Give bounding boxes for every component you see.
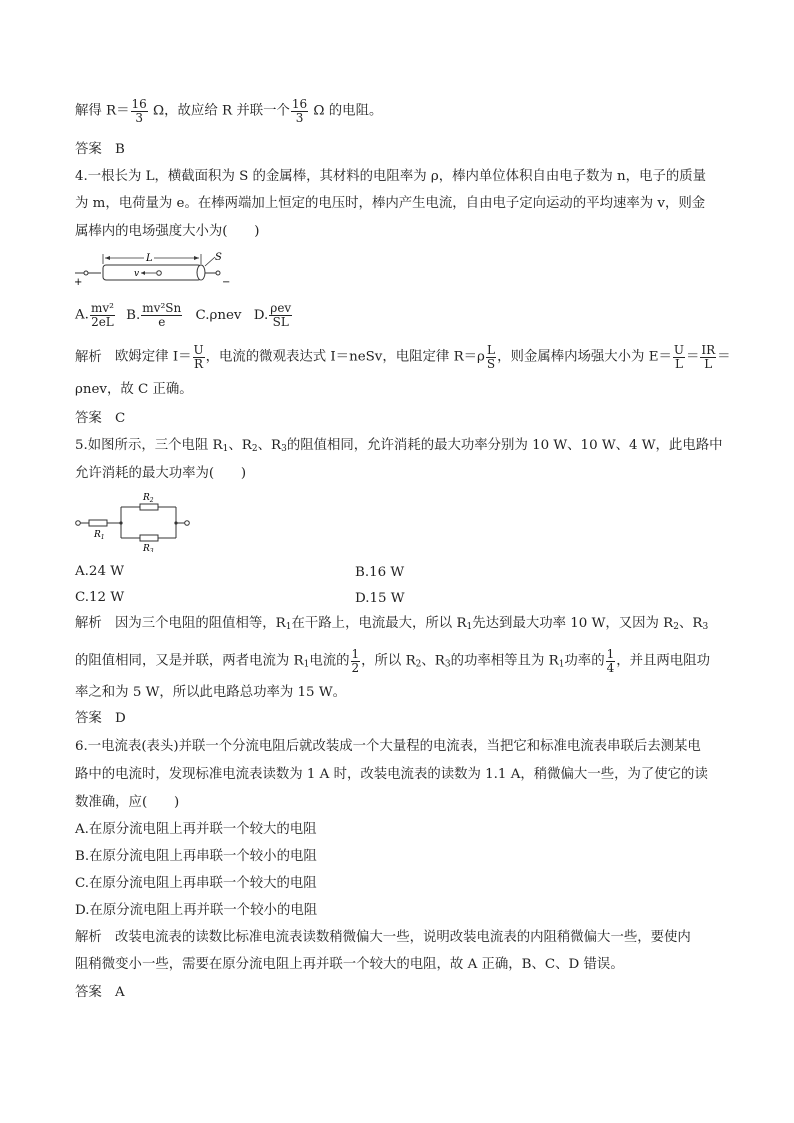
option-c: C.ρnev: [195, 307, 242, 323]
frac-num: 16: [291, 97, 308, 111]
subscript: 3: [444, 659, 451, 670]
text: ，电流的微观表达式 I＝neSv，电阻定律 R＝ρ: [205, 349, 485, 365]
terminal-right: [185, 521, 190, 526]
frac-den: R: [194, 356, 204, 371]
q4-stem-line1: 4.一根长为 L，横截面积为 S 的金属棒，其材料的电阻率为 ρ，棒内单位体积自由电子数为 n，电子的质量: [75, 169, 707, 184]
subscript: 2: [251, 444, 258, 454]
text: ＝: [686, 349, 700, 365]
q5-option-d: D.15 W: [355, 591, 405, 606]
q6-stem-line1: 6.一电流表(表头)并联一个分流电阻后就改装成一个大量程的电流表，当把它和标准电流表串联后去测某电: [75, 739, 701, 754]
text: 改装电流表的读数比标准电流表读数稍微偏大一些，说明改装电流表的内阻稍微偏大一些，要使内: [115, 930, 691, 945]
velocity-label: v: [134, 269, 140, 279]
frac-den: L: [674, 356, 683, 371]
q6-option-a: A.在原分流电阻上再并联一个较大的电阻: [75, 822, 317, 837]
analysis-label: 解析: [75, 616, 102, 631]
subscript: 1: [558, 659, 565, 670]
text: ＝: [717, 349, 731, 365]
frac-den: 4: [606, 660, 615, 675]
fraction: [193, 344, 205, 370]
text: ，则金属棒内场强大小为 E＝: [497, 349, 672, 365]
text: 、R: [421, 653, 445, 669]
answer-value: B: [115, 142, 125, 157]
fraction: [606, 648, 616, 674]
circuit-figure: [72, 490, 197, 552]
text: 、R: [257, 438, 282, 453]
q4-options: [75, 302, 293, 328]
text: 解得 R＝: [75, 103, 130, 119]
subscript: 1: [466, 622, 473, 632]
answer-label: 答案: [75, 985, 102, 1000]
answer-value: D: [115, 711, 126, 726]
frac-den: 2: [351, 660, 360, 675]
q5-analysis-line3: 率之和为 5 W，所以此电路总功率为 15 W。: [75, 685, 346, 700]
q6-analysis-line1: [75, 931, 691, 944]
frac-num: 1: [606, 647, 615, 661]
fraction: [673, 344, 685, 370]
subscript: 1: [285, 622, 292, 632]
answer-value: C: [115, 411, 126, 426]
q6-option-b: B.在原分流电阻上再串联一个较小的电阻: [75, 849, 317, 864]
text: ，并且两电阻功: [616, 653, 710, 669]
resistor-r1: [89, 520, 107, 526]
frac-den: 3: [135, 110, 143, 125]
text: 先达到最大功率 10 W，又因为 R: [472, 616, 674, 631]
solution-line: [75, 98, 382, 124]
fraction: [486, 344, 496, 370]
fraction: [131, 98, 148, 124]
frac-num: IR: [701, 343, 716, 357]
subscript: 3: [702, 622, 709, 632]
q5-analysis-line1: [75, 617, 708, 632]
q4-stem-line3: 属棒内的电场强度大小为( ): [75, 224, 260, 239]
text: 电流的: [309, 653, 350, 669]
text: 欧姆定律 I＝: [115, 349, 192, 365]
frac-num: 16: [131, 97, 147, 111]
subscript: 1: [303, 659, 310, 670]
rod-cross-section: [197, 265, 205, 280]
frac-num: ρev: [270, 301, 292, 315]
text: 、R: [678, 616, 703, 631]
q6-option-c: C.在原分流电阻上再串联一个较大的电阻: [75, 876, 317, 891]
rod-body: [103, 265, 201, 280]
text: ，所以 R: [361, 653, 416, 669]
text: 、R: [228, 438, 252, 453]
analysis-label: 解析: [75, 349, 102, 365]
q4-analysis-line2: ρnev，故 C 正确。: [75, 382, 193, 397]
q5-option-c: C.12 W: [75, 590, 125, 605]
option-d-label: D.: [253, 307, 269, 323]
fraction: [700, 344, 716, 370]
length-label: L: [146, 253, 153, 264]
frac-den: SL: [272, 314, 289, 329]
text: 在干路上，电流最大，所以 R: [291, 616, 467, 631]
analysis-label: 解析: [75, 930, 102, 945]
text: 5.如图所示，三个电阻 R: [75, 438, 223, 453]
plus-sign: +: [74, 277, 83, 288]
text: 的阻值相同，允许消耗的最大功率分别为 10 W、10 W、4 W，此电路中: [286, 438, 723, 453]
terminal-right: [216, 271, 220, 275]
frac-num: L: [487, 343, 496, 357]
metal-rod-figure: [72, 248, 242, 290]
option-a-label: A.: [75, 307, 89, 323]
fraction: [291, 98, 308, 124]
frac-num: mv²: [90, 301, 114, 315]
answer-label: 答案: [75, 711, 102, 726]
answer-value: A: [115, 985, 125, 1000]
answer-label: 答案: [75, 411, 102, 426]
q4-answer: [75, 412, 125, 425]
minus-sign: −: [222, 277, 231, 288]
q6-stem-line2: 路中的电流时，发现标准电流表读数为 1 A 时，改装电流表的读数为 1.1 A，稍微偏大一些，为了使它的读: [75, 767, 708, 782]
q5-analysis-line2: [75, 648, 710, 674]
r1-label: $R_1$: [94, 530, 105, 541]
option-b-fraction: [141, 302, 182, 328]
frac-den: L: [704, 356, 713, 371]
frac-den: 3: [295, 110, 304, 125]
subscript: 2: [673, 622, 679, 632]
q6-option-d: D.在原分流电阻上再并联一个较小的电阻: [75, 903, 318, 918]
frac-num: mv²Sn: [142, 301, 182, 315]
fraction: [351, 648, 361, 674]
option-b-label: B.: [126, 307, 141, 323]
q5-answer: [75, 712, 126, 725]
q5-option-b: B.16 W: [355, 565, 405, 580]
q6-stem-line3: 数准确，应( ): [75, 795, 180, 810]
answer-label: 答案: [75, 142, 102, 157]
r2-label: $R_2$: [143, 493, 154, 504]
text: 因为三个电阻的阻值相等，R: [115, 616, 286, 631]
text: 的功率相等且为 R: [450, 653, 559, 669]
frac-num: U: [193, 343, 204, 357]
frac-den: 2eL: [91, 314, 114, 329]
r3-label: $R_3$: [143, 544, 154, 552]
text: 功率的: [564, 653, 605, 669]
terminal-left: [76, 521, 81, 526]
q6-answer: [75, 986, 125, 999]
resistor-r3: [140, 535, 158, 541]
frac-num: 1: [351, 647, 360, 661]
subscript: 2: [415, 659, 422, 670]
q5-stem-line2: 允许消耗的最大功率为( ): [75, 466, 247, 481]
q5-option-a: A.24 W: [75, 564, 124, 579]
text: Ω，故应给 R 并联一个: [148, 103, 290, 119]
subscript: 3: [281, 444, 287, 454]
terminal-left: [84, 271, 88, 275]
area-label: S: [215, 252, 222, 263]
electron: [157, 271, 162, 276]
option-d-fraction: [269, 302, 292, 328]
q4-analysis-line1: [75, 344, 731, 370]
frac-den: S: [486, 356, 496, 371]
q5-stem-line1: [75, 439, 723, 454]
frac-den: e: [158, 314, 166, 329]
answer-line: [75, 143, 125, 156]
text: 的阻值相同，又是并联，两者电流为 R: [75, 653, 304, 669]
text: Ω 的电阻。: [309, 103, 383, 119]
resistor-r2: [140, 504, 158, 510]
q4-stem-line2: 为 m，电荷量为 e。在棒两端加上恒定的电压时，棒内产生电流，自由电子定向运动的平均速率为 v，则金: [75, 196, 706, 211]
option-a-fraction: [90, 302, 115, 328]
q6-analysis-line2: 阻稍微变小一些，需要在原分流电阻上再并联一个较大的电阻，故 A 正确，B、C、D 错误。: [75, 957, 624, 972]
subscript: 1: [222, 444, 229, 454]
frac-num: U: [673, 343, 684, 357]
